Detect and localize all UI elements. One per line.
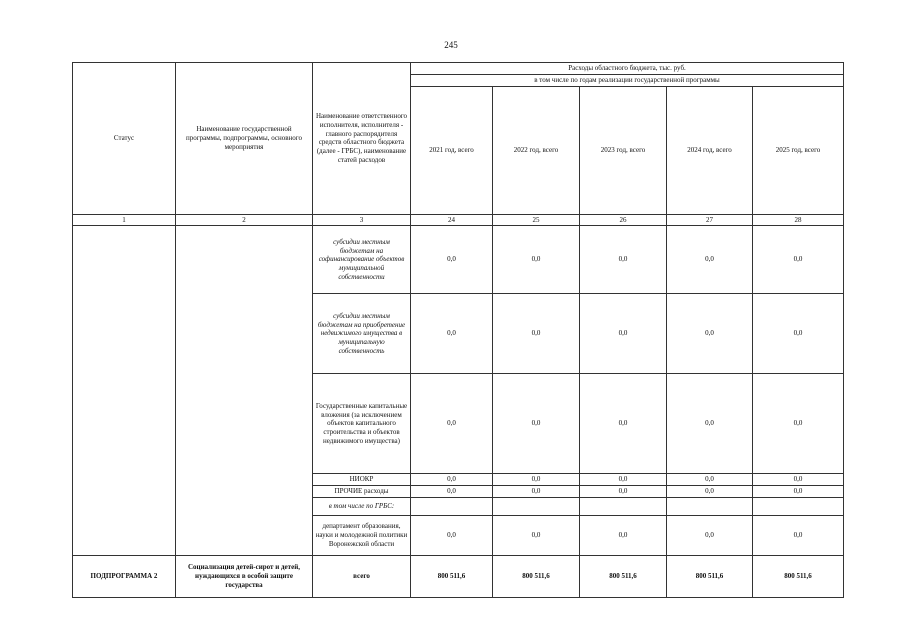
subprogram-value: 800 511,6 xyxy=(411,555,493,597)
value-cell: 0,0 xyxy=(493,294,580,374)
budget-table xyxy=(72,62,844,598)
value-cell xyxy=(753,497,844,515)
header-year-2025: 2025 год, всего xyxy=(753,86,844,214)
value-cell: 0,0 xyxy=(667,374,753,474)
column-number: 2 xyxy=(176,214,313,226)
column-number: 28 xyxy=(753,214,844,226)
row-label: субсидии местным бюджетам на софинансирование объектов муниципальной собственности xyxy=(313,226,411,294)
status-cell-empty xyxy=(73,226,176,556)
header-program-name: Наименование государственной программы, подпрограммы, основного мероприятия xyxy=(176,63,313,215)
value-cell: 0,0 xyxy=(411,374,493,474)
subprogram-name: Социализация детей-сирот и детей, нуждающихся в особой защите государства xyxy=(176,555,313,597)
value-cell: 0,0 xyxy=(753,486,844,498)
value-cell: 0,0 xyxy=(753,474,844,486)
column-number: 25 xyxy=(493,214,580,226)
value-cell: 0,0 xyxy=(580,486,667,498)
header-year-2023: 2023 год, всего xyxy=(580,86,667,214)
subprogram-value: 800 511,6 xyxy=(753,555,844,597)
value-cell xyxy=(411,497,493,515)
value-cell: 0,0 xyxy=(753,294,844,374)
column-number: 27 xyxy=(667,214,753,226)
program-cell-empty xyxy=(176,226,313,556)
value-cell: 0,0 xyxy=(493,486,580,498)
column-number: 3 xyxy=(313,214,411,226)
subprogram-row xyxy=(73,555,844,597)
row-label: в том числе по ГРБС: xyxy=(313,497,411,515)
value-cell: 0,0 xyxy=(580,226,667,294)
table-row xyxy=(73,226,844,294)
value-cell xyxy=(493,497,580,515)
subprogram-label: всего xyxy=(313,555,411,597)
header-year-2024: 2024 год, всего xyxy=(667,86,753,214)
row-label: НИОКР xyxy=(313,474,411,486)
value-cell xyxy=(667,497,753,515)
value-cell: 0,0 xyxy=(411,486,493,498)
value-cell: 0,0 xyxy=(493,374,580,474)
value-cell: 0,0 xyxy=(580,374,667,474)
value-cell: 0,0 xyxy=(493,515,580,555)
value-cell: 0,0 xyxy=(580,515,667,555)
subprogram-value: 800 511,6 xyxy=(580,555,667,597)
header-year-2022: 2022 год, всего xyxy=(493,86,580,214)
header-budget-title: Расходы областного бюджета, тыс. руб. xyxy=(411,63,844,75)
subprogram-status: ПОДПРОГРАММА 2 xyxy=(73,555,176,597)
header-executor: Наименование ответственного исполнителя, исполнителя - главного распорядителя средств областного бюджета (далее - ГРБС), наименование статей расходов xyxy=(313,63,411,215)
page-number: 245 xyxy=(444,40,458,50)
value-cell: 0,0 xyxy=(580,294,667,374)
value-cell: 0,0 xyxy=(411,294,493,374)
value-cell: 0,0 xyxy=(580,474,667,486)
column-number: 24 xyxy=(411,214,493,226)
value-cell: 0,0 xyxy=(753,515,844,555)
row-label: ПРОЧИЕ расходы xyxy=(313,486,411,498)
column-number: 26 xyxy=(580,214,667,226)
value-cell: 0,0 xyxy=(411,474,493,486)
value-cell: 0,0 xyxy=(667,226,753,294)
header-years-subtitle: в том числе по годам реализации государственной программы xyxy=(411,74,844,86)
column-numbers-row xyxy=(73,214,844,226)
value-cell: 0,0 xyxy=(493,226,580,294)
row-label: департамент образования, науки и молодежной политики Воронежской области xyxy=(313,515,411,555)
value-cell: 0,0 xyxy=(667,515,753,555)
value-cell: 0,0 xyxy=(667,294,753,374)
value-cell: 0,0 xyxy=(667,486,753,498)
value-cell: 0,0 xyxy=(411,226,493,294)
value-cell: 0,0 xyxy=(667,474,753,486)
value-cell: 0,0 xyxy=(753,374,844,474)
row-label: Государственные капитальные вложения (за исключением объектов капитального строительства и объектов недвижимого имущества) xyxy=(313,374,411,474)
subprogram-value: 800 511,6 xyxy=(667,555,753,597)
value-cell: 0,0 xyxy=(493,474,580,486)
header-year-2021: 2021 год, всего xyxy=(411,86,493,214)
row-label: субсидии местным бюджетам на приобретение недвижимого имущества в муниципальную собственность xyxy=(313,294,411,374)
subprogram-value: 800 511,6 xyxy=(493,555,580,597)
value-cell: 0,0 xyxy=(753,226,844,294)
column-number: 1 xyxy=(73,214,176,226)
header-status: Статус xyxy=(73,63,176,215)
value-cell xyxy=(580,497,667,515)
value-cell: 0,0 xyxy=(411,515,493,555)
